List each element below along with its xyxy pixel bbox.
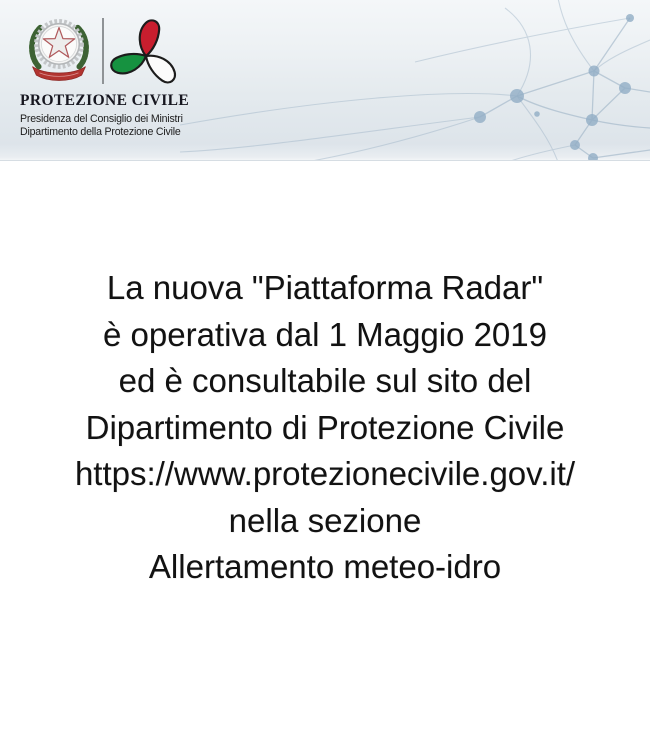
announcement-line-3: ed è consultabile sul sito del (118, 362, 532, 399)
announcement-text (0, 161, 650, 591)
brand-block (20, 12, 250, 139)
announcement-url: https://www.protezionecivile.gov.it/ (74, 455, 576, 492)
announcement-line-2: è operativa dal 1 Maggio 2019 (103, 315, 547, 353)
announcement-line-6: nella sezione (228, 501, 422, 539)
protezione-civile-logo-icon (110, 12, 182, 90)
brand-subtitle-presidenza: Presidenza del Consiglio dei Ministri (20, 113, 183, 125)
italy-emblem-icon (20, 12, 98, 90)
announcement-line-1: La nuova "Piattaforma Radar" (106, 269, 544, 306)
brand-title: PROTEZIONE CIVILE (20, 92, 190, 109)
announcement-line-4: Dipartimento di Protezione Civile (85, 408, 565, 446)
logo-row (20, 12, 250, 90)
main-content (0, 161, 650, 731)
site-header (0, 0, 650, 161)
brand-subtitle-dipartimento: Dipartimento della Protezione Civile (20, 126, 181, 138)
logo-divider (102, 18, 104, 84)
announcement-line-7: Allertamento meteo-idro (148, 548, 502, 585)
